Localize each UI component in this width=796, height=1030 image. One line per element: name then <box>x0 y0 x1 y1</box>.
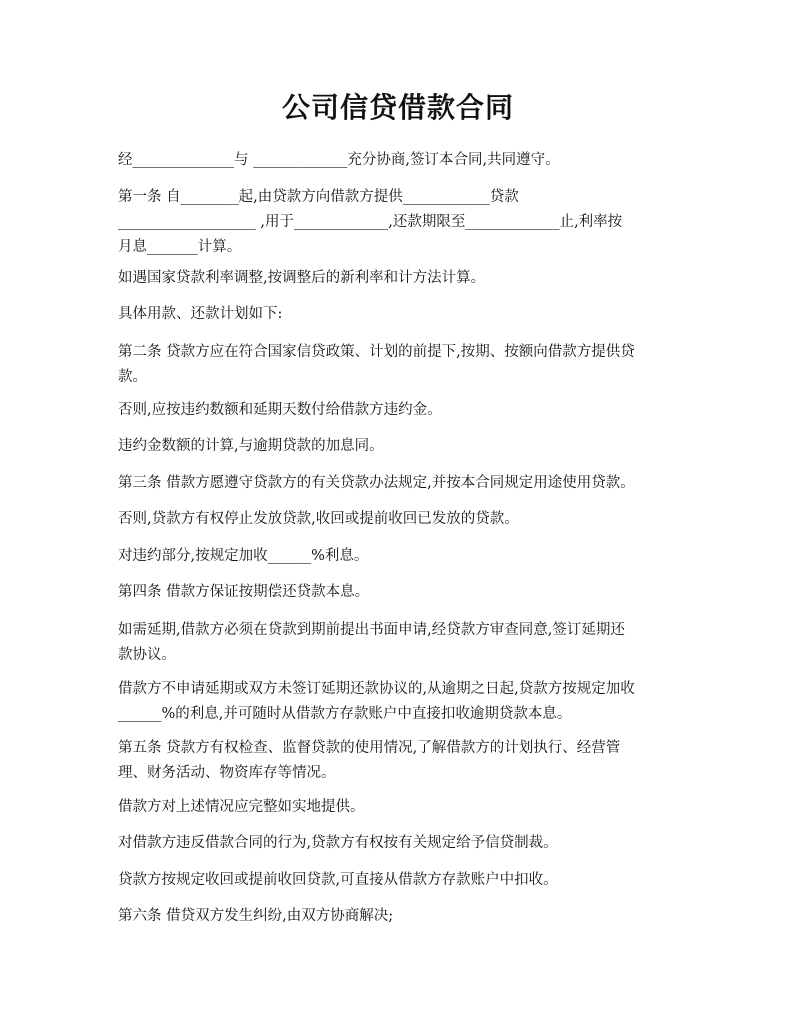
paragraph-line: 贷款方按规定收回或提前收回贷款,可直接从借款方存款账户中扣收。 <box>118 872 558 888</box>
paragraph-article-3 <box>118 471 686 496</box>
paragraph-line: 如遇国家贷款利率调整,按调整后的新利率和计方法计算。 <box>118 270 486 286</box>
paragraph-line: 否则,贷款方有权停止发放贷款,收回或提前收回已发放的贷款。 <box>118 511 519 527</box>
paragraph-line: 月息_______计算。 <box>118 239 242 255</box>
paragraph-line: 对借款方违反借款合同的行为,贷款方有权按有关规定给予信贷制裁。 <box>118 835 558 851</box>
paragraph-line: 第三条 借款方愿遵守贷款方的有关贷款办法规定,并按本合同规定用途使用贷款。 <box>118 475 635 491</box>
paragraph-penalty <box>118 398 686 423</box>
paragraph-line: 第二条 贷款方应在符合国家信贷政策、计划的前提下,按期、按额向借款方提供贷 <box>118 344 635 360</box>
paragraph-plan <box>118 302 686 327</box>
paragraph-line: 第一条 自________起,由贷款方向借款方提供____________贷款 <box>118 189 519 205</box>
paragraph-line: 第五条 贷款方有权检查、监督贷款的使用情况,了解借款方的计划执行、经营管 <box>118 740 621 756</box>
paragraph-article-6 <box>118 904 686 929</box>
paragraph-line: 具体用款、还款计划如下: <box>118 306 283 322</box>
paragraph-line: 第六条 借贷双方发生纠纷,由双方协商解决; <box>118 908 394 924</box>
paragraph-disclosure <box>118 795 686 820</box>
paragraph-rate-adjustment <box>118 266 686 291</box>
paragraph-parties <box>118 148 686 173</box>
paragraph-line: 第四条 借款方保证按期偿还贷款本息。 <box>118 584 370 600</box>
paragraph-article-5 <box>118 736 686 786</box>
paragraph-sanctions <box>118 831 686 856</box>
paragraph-line: 经______________与 _____________充分协商,签订本合同,共同遵守。 <box>118 152 560 168</box>
paragraph-line: 否则,应按违约数额和延期天数付给借款方违约金。 <box>118 402 442 418</box>
paragraph-extra-interest <box>118 544 686 569</box>
paragraph-article-1 <box>118 185 686 260</box>
paragraph-penalty-calc <box>118 434 686 459</box>
paragraph-line: 违约金数额的计算,与逾期贷款的加息同。 <box>118 438 384 454</box>
paragraph-line: 款协议。 <box>118 647 176 663</box>
paragraph-article-2 <box>118 340 686 390</box>
paragraph-line: 借款方对上述情况应完整如实地提供。 <box>118 799 365 815</box>
paragraph-line: 款。 <box>118 369 147 385</box>
paragraph-article-4 <box>118 580 686 605</box>
paragraph-stop-loan <box>118 507 686 532</box>
paragraph-extension <box>118 618 686 668</box>
paragraph-deduction <box>118 868 686 893</box>
paragraph-line: 对违约部分,按规定加收______%利息。 <box>118 548 369 564</box>
paragraph-line: 理、财务活动、物资库存等情况。 <box>118 765 336 781</box>
paragraph-line: ______%的利息,并可随时从借款方存款账户中直接扣收逾期贷款本息。 <box>118 706 572 722</box>
paragraph-overdue <box>118 677 686 727</box>
paragraph-line: 借款方不申请延期或双方未签订延期还款协议的,从逾期之日起,贷款方按规定加收 <box>118 681 635 697</box>
paragraph-line: ___________________ ,用于_____________,还款期限至_____________止,利率按 <box>118 214 623 230</box>
paragraph-line: 如需延期,借款方必须在贷款到期前提出书面申请,经贷款方审查同意,签订延期还 <box>118 622 625 638</box>
document-title: 公司信贷借款合同 <box>281 91 514 124</box>
